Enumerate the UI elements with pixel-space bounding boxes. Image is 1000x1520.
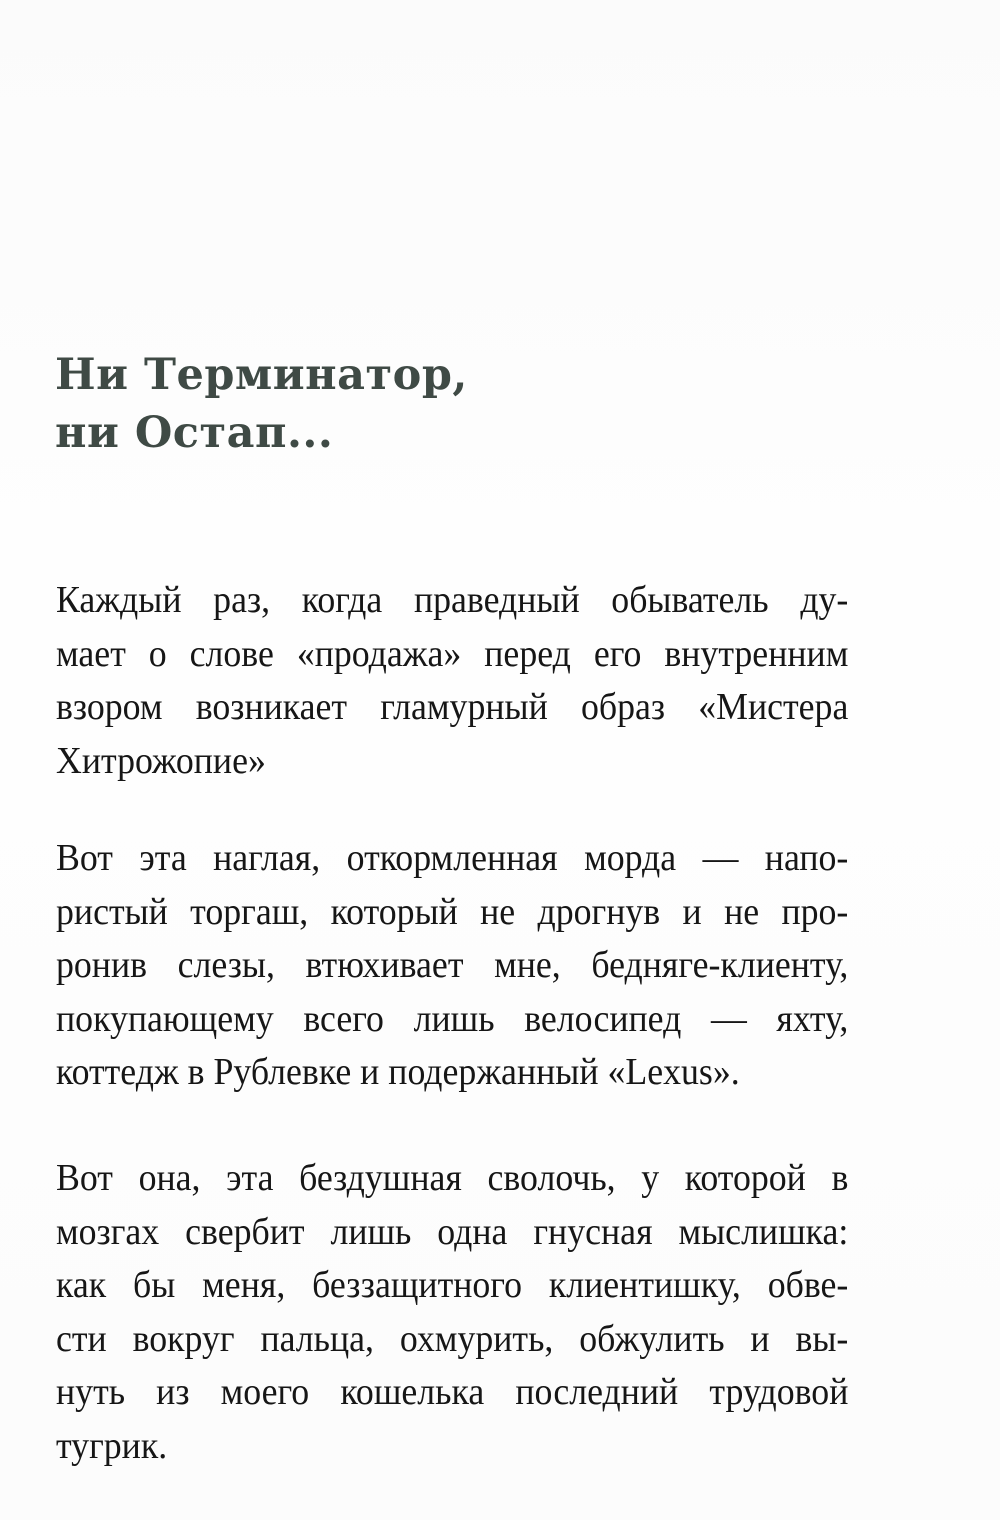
paragraph-line: Вот она, эта бездушная сволочь, у которой в [56,1157,849,1199]
paragraph-line: покупающему всего лишь велосипед — яхту, [56,997,849,1040]
paragraph-line: сти вокруг пальца, охмурить, обжулить и вы- [56,1317,849,1360]
paragraph-line: ристый торгаш, который не дрогнув и не про- [56,890,849,933]
paragraph-line: как бы меня, беззащитного клиентишку, обве- [56,1264,849,1306]
paragraph-line: Хитрожопие» [56,739,266,782]
paragraph-line: Вот эта наглая, откормленная морда — напо- [56,837,849,879]
paragraph-1 [56,574,848,788]
paragraph-line: взором возникает гламурный образ «Мистера [56,686,849,728]
paragraph-3 [56,1152,848,1473]
chapter-heading [55,346,468,462]
paragraph-2 [56,832,848,1100]
paragraph-line: Каждый раз, когда праведный обыватель ду- [56,579,849,621]
paragraph-line: ронив слезы, втюхивает мне, бедняге-клиенту, [56,944,849,986]
chapter-heading-line-2: ни Остап... [55,408,334,458]
paragraph-line: тугрик. [56,1424,168,1467]
paragraph-line: мозгах свербит лишь одна гнусная мыслишка: [56,1210,849,1253]
paragraph-line: нуть из моего кошелька последний трудовой [56,1371,849,1413]
chapter-heading-line-1: Ни Терминатор, [55,350,468,400]
paragraph-line: коттедж в Рублевке и подержанный «Lexus». [56,1051,740,1093]
paragraph-line: мает о слове «продажа» перед его внутренним [56,632,849,675]
